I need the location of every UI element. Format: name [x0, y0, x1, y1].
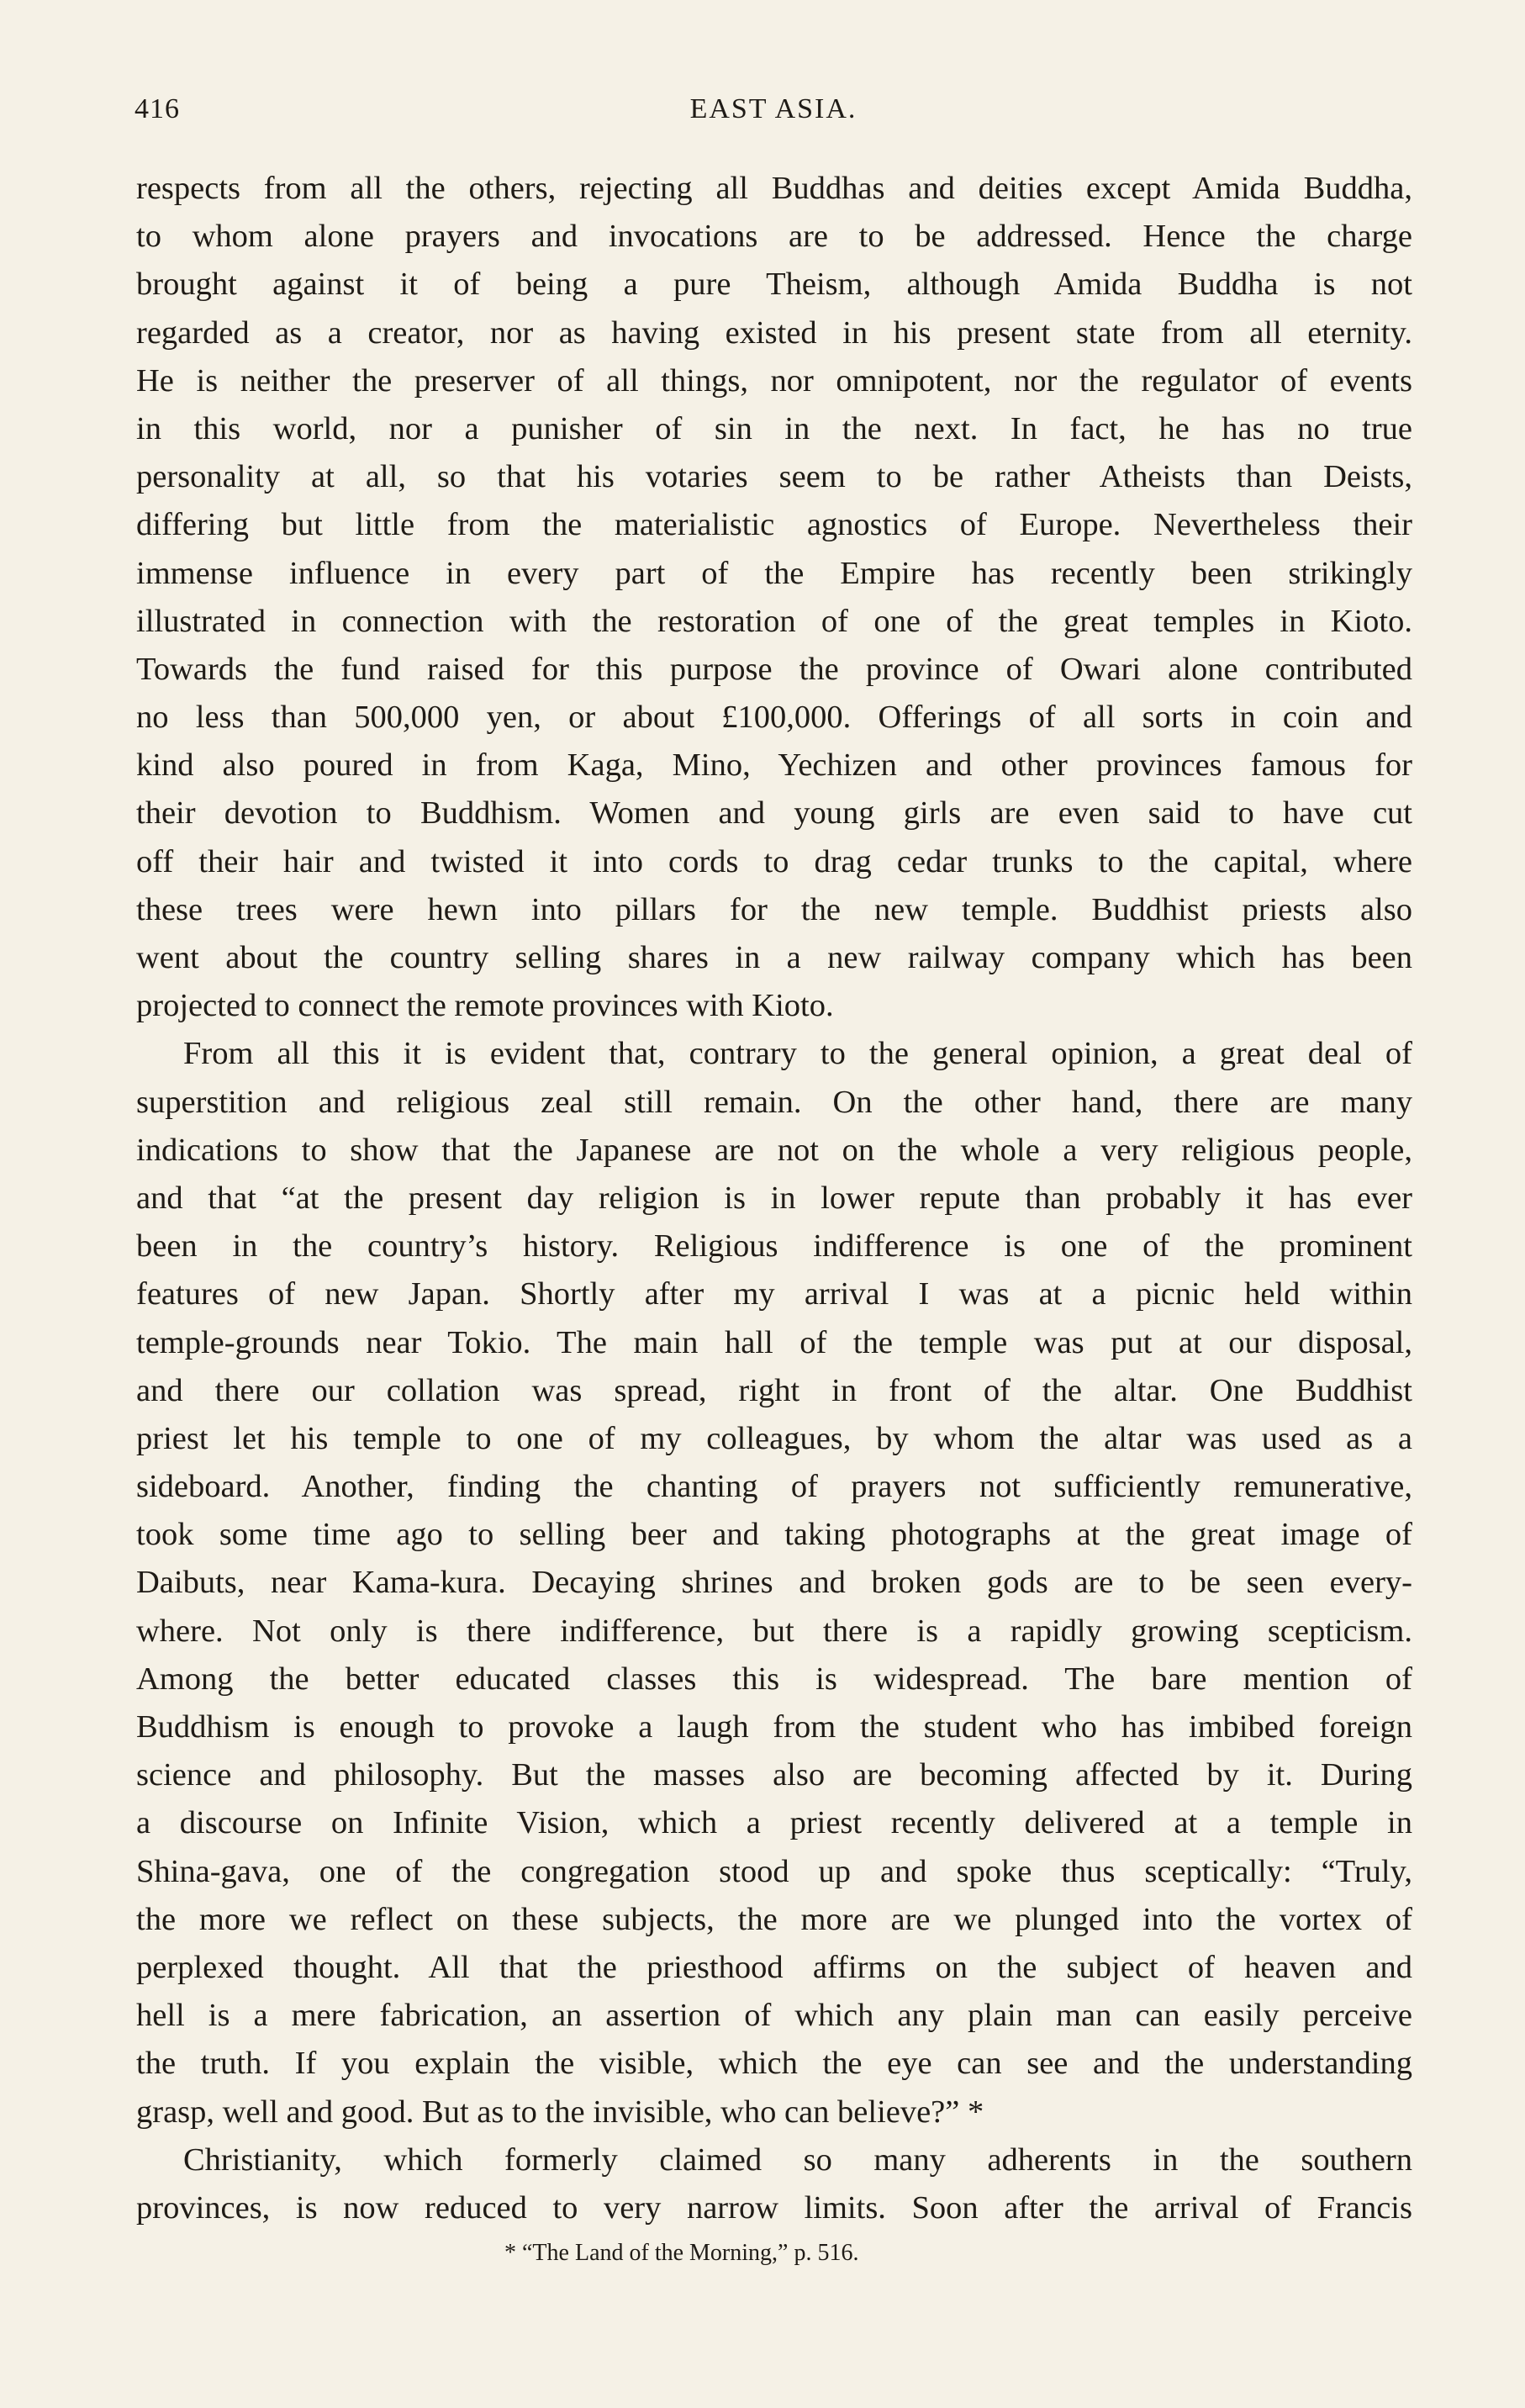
text-line: a discourse on Infinite Vision, which a priest recently delivered at a temple in	[136, 1805, 1412, 1841]
text-line: hell is a mere fabrication, an assertion of which any plain man can easily perceive	[136, 1998, 1412, 2034]
running-head	[135, 91, 1412, 128]
text-line: no less than 500,000 yen, or about £100,000. Offerings of all sorts in coin and	[136, 700, 1412, 736]
text-line: sideboard. Another, finding the chanting of prayers not sufficiently remunerative,	[136, 1469, 1412, 1505]
text-line: respects from all the others, rejecting all Buddhas and deities except Amida Buddha,	[136, 171, 1412, 206]
text-line: the more we reflect on these subjects, the more are we plunged into the vortex of	[136, 1901, 1412, 1937]
text-line: immense influence in every part of the Empire has recently been strikingly	[136, 555, 1412, 591]
paragraph-3	[136, 2136, 1412, 2232]
text-line: Buddhism is enough to provoke a laugh from the student who has imbibed foreign	[136, 1709, 1412, 1745]
text-line: where. Not only is there indifference, but there is a rapidly growing scepticism.	[136, 1613, 1412, 1649]
text-line: He is neither the preserver of all things, nor omnipotent, nor the regulator of events	[136, 362, 1412, 399]
body-text	[136, 165, 1412, 2232]
text-line: grasp, well and good. But as to the invisible, who can believe?” *	[136, 2094, 984, 2130]
text-line: perplexed thought. All that the priesthood affirms on the subject of heaven and	[136, 1949, 1412, 1985]
footnote: * “The Land of the Morning,” p. 516.	[504, 2240, 859, 2266]
text-line: Towards the fund raised for this purpose the province of Owari alone contributed	[136, 651, 1412, 687]
text-line: science and philosophy. But the masses also are becoming affected by it. During	[136, 1757, 1412, 1793]
running-title: EAST ASIA.	[689, 93, 857, 124]
text-line: and that “at the present day religion is in lower repute than probably it has ever	[136, 1180, 1412, 1216]
text-line: these trees were hewn into pillars for the new temple. Buddhist priests also	[136, 891, 1412, 927]
text-line: Daibuts, near Kama-kura. Decaying shrines and broken gods are to be seen every-	[136, 1565, 1412, 1601]
text-line: personality at all, so that his votaries seem to be rather Atheists than Deists,	[136, 459, 1412, 495]
text-line: projected to connect the remote provinces with Kioto.	[136, 988, 834, 1024]
text-line: been in the country’s history. Religious indifference is one of the prominent	[136, 1228, 1412, 1265]
text-line: differing but little from the materialistic agnostics of Europe. Nevertheless their	[136, 507, 1412, 543]
text-line: went about the country selling shares in a new railway company which has been	[136, 940, 1412, 975]
text-line: and there our collation was spread, right in front of the altar. One Buddhist	[136, 1372, 1412, 1408]
text-line: Christianity, which formerly claimed so many adherents in the southern	[183, 2141, 1412, 2178]
text-line: kind also poured in from Kaga, Mino, Yechizen and other provinces famous for	[136, 747, 1412, 784]
text-line: temple-grounds near Tokio. The main hall of the temple was put at our disposal,	[136, 1324, 1412, 1360]
text-line: Shina-gava, one of the congregation stood up and spoke thus sceptically: “Truly,	[136, 1853, 1412, 1889]
text-line: provinces, is now reduced to very narrow limits. Soon after the arrival of Francis	[136, 2189, 1412, 2226]
text-line: off their hair and twisted it into cords to drag cedar trunks to the capital, where	[136, 843, 1412, 879]
text-line: took some time ago to selling beer and taking photographs at the great image of	[136, 1517, 1412, 1553]
text-line: Among the better educated classes this is widespread. The bare mention of	[136, 1661, 1412, 1697]
text-line: superstition and religious zeal still remain. On the other hand, there are many	[136, 1084, 1412, 1120]
page-number: 416	[135, 93, 180, 124]
text-line: to whom alone prayers and invocations are to be addressed. Hence the charge	[136, 219, 1412, 255]
text-line: features of new Japan. Shortly after my arrival I was at a picnic held within	[136, 1276, 1412, 1312]
text-line: brought against it of being a pure Theism, although Amida Buddha is not	[136, 267, 1412, 303]
paragraph-1	[136, 165, 1412, 1030]
text-line: in this world, nor a punisher of sin in the next. In fact, he has no true	[136, 410, 1412, 446]
text-line: indications to show that the Japanese are not on the whole a very religious people,	[136, 1132, 1412, 1168]
paragraph-2	[136, 1030, 1412, 2136]
text-line: illustrated in connection with the restoration of one of the great temples in Kioto.	[136, 603, 1412, 639]
text-line: their devotion to Buddhism. Women and young girls are even said to have cut	[136, 795, 1412, 832]
text-line: the truth. If you explain the visible, which the eye can see and the understanding	[136, 2046, 1412, 2082]
text-line: regarded as a creator, nor as having existed in his present state from all eternity.	[136, 314, 1412, 351]
text-line: From all this it is evident that, contrary to the general opinion, a great deal of	[183, 1036, 1412, 1072]
text-line: priest let his temple to one of my colleagues, by whom the altar was used as a	[136, 1420, 1412, 1456]
